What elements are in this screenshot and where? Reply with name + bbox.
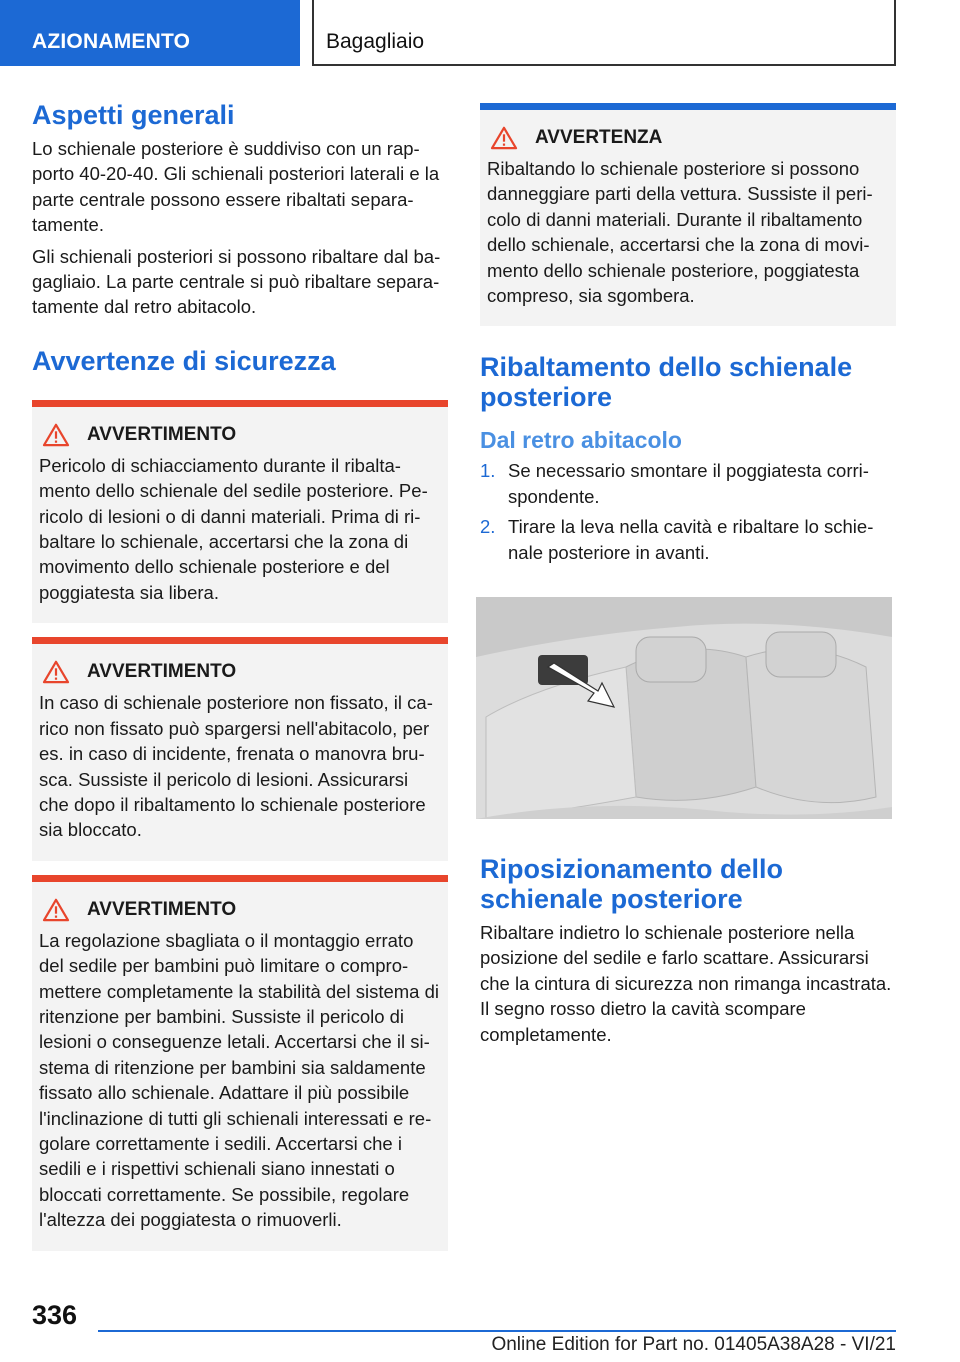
- reposition-heading: Riposizionamento dello schienale posteriore: [480, 854, 784, 915]
- general-heading: Aspetti generali: [32, 100, 235, 130]
- page-number: 336: [32, 1300, 78, 1330]
- fold-heading: Ribaltamento dello schienale posteriore: [480, 352, 853, 413]
- general-paragraph-2: Gli schienali posteriori si possono ribaltare dal bagagliaio. La parte centrale si può ribaltare separatamente dal retro abitacolo.: [32, 245, 441, 318]
- warning-text: La regolazione sbagliata o il montaggio errato del sedile per bambini può limitare o compromettere completamente la stabilità del sistema di ritenzione per bambini. Sussiste il pericolo di lesioni o conseguenze letali. Accertarsi che il sistema di ritenzione per bambini sia saldamente fissato allo schienale. Adattare il più possibile l'inclinazione di tutti gli schienali interessati e regolare correttamente i sedili. Accertarsi che i sedili e i rispettivi schienali siano innestati o bloccati correttamente. Se possibile, regolare l'altezza dei poggiatesta o rimuoverli.: [39, 929, 439, 1231]
- footer-divider: [98, 1330, 896, 1332]
- warning-box: [32, 875, 448, 1251]
- general-paragraph-1: Lo schienale posteriore è suddiviso con un rapporto 40-20-40. Gli schienali posteriori laterali e la parte centrale possono essere ribaltati separatamente.: [32, 138, 440, 236]
- reposition-paragraph: Ribaltare indietro lo schienale posteriore nella posizione del sedile e farlo scattare. Assicurarsi che la cintura di sicurezza non rimanga incastrata. Il segno rosso dietro la cavità scompare completamente.: [480, 922, 892, 1045]
- notice-title: AVVERTENZA: [535, 127, 663, 148]
- warning-text: Pericolo di schiacciamento durante il ribaltamento dello schienale del sedile posteriore. Pericolo di lesioni o di danni materiali. Prima di ribaltare lo schienale, accertarsi che la zona di movimento dello schienale posteriore e del poggiatesta sia libera.: [39, 454, 428, 603]
- right-column: [480, 103, 896, 1053]
- warning-text: In caso di schienale posteriore non fissato, il carico non fissato può spargersi nell'abitacolo, per es. in caso di incidente, frenata o manovra brusca. Sussiste il pericolo di lesioni. Assicurarsi che dopo il ribaltamento lo schienale posteriore sia bloccato.: [39, 692, 433, 841]
- step-text: Tirare la leva nella cavità e ribaltare lo schienale posteriore in avanti.: [508, 516, 874, 563]
- warning-triangle-icon: [489, 126, 519, 150]
- step-text: Se necessario smontare il poggiatesta corrispondente.: [508, 460, 869, 507]
- warning-title: AVVERTIMENTO: [87, 661, 237, 683]
- list-item: [480, 514, 896, 565]
- warning-triangle-icon: [41, 660, 71, 684]
- fold-subheading: Dal retro abitacolo: [480, 427, 682, 454]
- step-number: 1.: [480, 460, 496, 482]
- chapter-tab: AZIONAMENTO: [0, 0, 300, 66]
- warning-title: AVVERTIMENTO: [87, 898, 237, 920]
- edition-text: Online Edition for Part no. 01405A38A28 - VI/21: [491, 1334, 896, 1355]
- warning-box: [32, 637, 448, 860]
- notice-box: [480, 103, 896, 326]
- fold-steps: [480, 458, 896, 565]
- left-column: [32, 100, 448, 1263]
- list-item: [480, 458, 896, 509]
- notice-text: Ribaltando lo schienale posteriore si possono danneggiare parti della vettura. Sussiste il pericolo di danni materiali. Durante il ribaltamento dello schienale, accertarsi che la zona di movimento dello schienale posteriore, poggiatesta compreso, sia sgombera.: [487, 158, 873, 307]
- rear-seat-illustration: [476, 597, 892, 819]
- warning-triangle-icon: [41, 898, 71, 922]
- safety-heading: Avvertenze di sicurezza: [32, 345, 336, 376]
- warning-triangle-icon: [41, 423, 71, 447]
- warning-title: AVVERTIMENTO: [87, 423, 237, 445]
- section-title: Bagagliaio: [312, 0, 896, 66]
- warning-box: [32, 400, 448, 623]
- step-number: 2.: [480, 516, 496, 538]
